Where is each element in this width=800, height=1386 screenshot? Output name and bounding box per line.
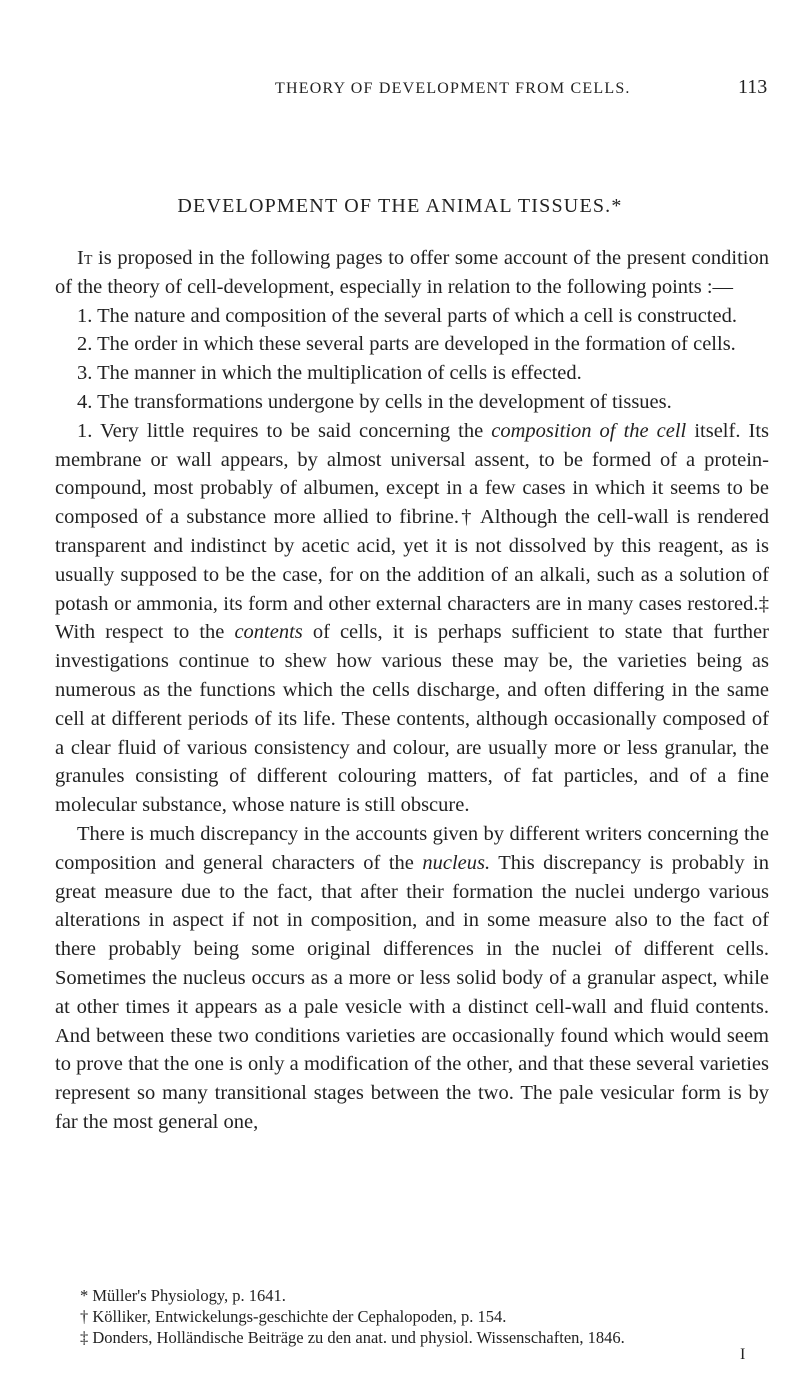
point-1: 1. The nature and composition of the several parts of which a cell is constructed.	[77, 304, 737, 327]
contents-emphasis: contents	[234, 621, 303, 644]
page-number: 113	[738, 76, 768, 98]
nucleus-paragraph	[55, 820, 769, 1137]
body-text	[55, 244, 769, 1137]
composition-text-c: of cells, it is perhaps sufficient to state that further investigations continue to shew how various these may be, the varieties being as numerous as the functions which the cells discharge, and often differing in the same cell at different periods of its life. These contents, although occasionally composed of a clear fluid of various consistency and colour, are usually more or less granular, the granules consisting of different colouring matters, of fat particles, and of a fine molecular substance, whose nature is still obscure.	[55, 621, 769, 817]
intro-text: is proposed in the following pages to offer some account of the present condition of the theory of cell-development, especially in relation to the following points :—	[55, 247, 769, 298]
nucleus-emphasis: nucleus.	[422, 851, 491, 874]
composition-text-b: itself. Its membrane or wall appears, by almost universal assent, to be formed of a protein-compound, most probably of albumen, except in a few cases in which it seems to be composed of a substance more allied to fibrine.† Although the cell-wall is rendered transparent and indistinct by acetic acid, yet it is not dissolved by this reagent, as is usually supposed to be the case, for on the addition of an alkali, such as a solution of potash or ammonia, its form and other external characters are in many cases restored.‡ With respect to the	[55, 419, 769, 644]
composition-text-a: 1. Very little requires to be said concerning the	[77, 419, 492, 442]
point-3: 3. The manner in which the multiplication of cells is effected.	[77, 362, 582, 385]
nucleus-text-a: There is much discrepancy in the accounts given by different writers concerning the composition and general characters of the	[55, 822, 769, 874]
footnote-3: ‡ Donders, Holländische Beiträge zu den anat. und physiol. Wissenschaften, 1846.	[80, 1328, 625, 1347]
intro-lead-word: It	[77, 247, 93, 269]
section-title: DEVELOPMENT OF THE ANIMAL TISSUES.*	[177, 195, 623, 217]
nucleus-text-b: This discrepancy is probably in great measure due to the fact, that after their formation the nuclei undergo various alterations in aspect if not in composition, and in some measure also to the fact of there probably being some original differences in the nuclei of different cells. Sometimes the nucleus occurs as a more or less solid body of a granular aspect, while at other times it appears as a pale vesicle with a distinct cell-wall and fluid contents. And between these two conditions varieties are occasionally found which would seem to prove that the one is only a modification of the other, and that these several varieties represent so many transitional stages between the two. The pale vesicular form is by far the most general one,	[55, 851, 770, 1133]
signature-mark: I	[740, 1346, 746, 1363]
footnote-1: * Müller's Physiology, p. 1641.	[80, 1286, 286, 1305]
composition-emphasis: composition of the cell	[491, 419, 687, 442]
point-2: 2. The order in which these several parts are developed in the formation of cells.	[77, 333, 736, 356]
footnote-2: † Kölliker, Entwickelungs-geschichte der Cephalopoden, p. 154.	[80, 1307, 507, 1326]
footnotes	[80, 1285, 770, 1348]
intro-paragraph	[55, 244, 769, 302]
running-head: THEORY OF DEVELOPMENT FROM CELLS.	[275, 80, 631, 97]
point-4: 4. The transformations undergone by cells in the development of tissues.	[77, 390, 672, 413]
composition-paragraph	[55, 417, 769, 820]
